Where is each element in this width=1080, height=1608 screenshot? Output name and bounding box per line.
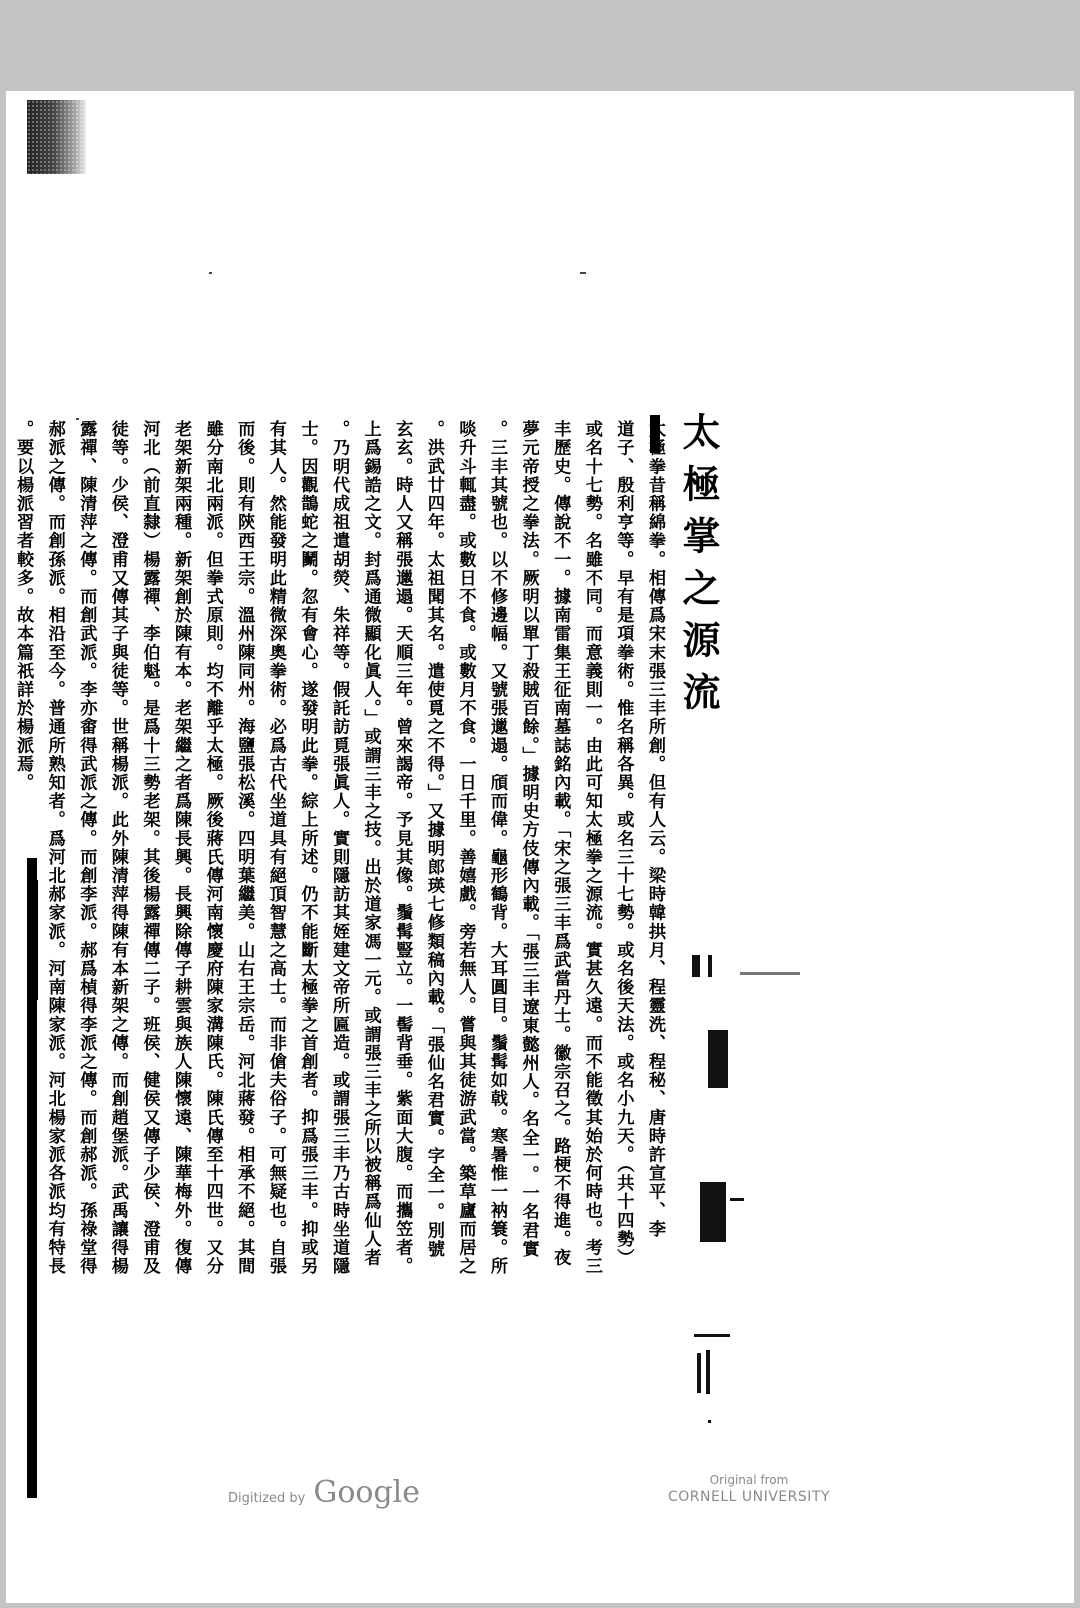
text-column: 。乃明代成祖遣胡熒、朱祥等。假託訪覓張眞人。實則隱訪其姪建文帝所匾造。或謂張三丰乃古時坐道隱 bbox=[329, 420, 350, 1276]
text-column: 有其人。然能發明此精微深奧拳術。必爲古代坐道具有絕頂智慧之高士。而非傖夫俗子。可無疑也。自張 bbox=[265, 420, 286, 1276]
text-column: 太極拳昔稱綿拳。相傳爲宋末張三丰所創。但有人云。梁時韓拱月、程靈洗、程秘、唐時許宣平、李 bbox=[645, 420, 665, 1239]
body-text bbox=[13, 420, 670, 1432]
text-column: 而後。則有陝西王宗。溫州陳同州。海鹽張松溪。四明葉繼美。山右王宗岳。河北蔣發。相承不絕。其間 bbox=[234, 420, 255, 1276]
text-column: 雖分南北兩派。但拳式原則。均不離乎太極。厥後蔣氏傳河南懷慶府陳家溝陳氏。陳氏傳至十四世。又分 bbox=[202, 420, 223, 1276]
scan-speck bbox=[580, 272, 586, 274]
text-column: 上爲錫誥之文。封爲通微顯化眞人。」或謂三丰之技。出於道家馮一元。或謂張三丰之所以被稱爲仙人者 bbox=[360, 420, 381, 1267]
scan-speck bbox=[209, 272, 212, 274]
text-column: 玄玄。時人又稱張邋遢。天順三年。曾來謁帝。予見其像。鬚髯豎立。一髻背垂。紫面大腹。而攜笠者。 bbox=[392, 420, 413, 1276]
text-column: 。要以楊派習者較多。故本篇祇詳於楊派焉。 bbox=[13, 420, 34, 792]
original-source-watermark bbox=[654, 1473, 844, 1505]
text-column: 河北（前直隸）楊露禪、李伯魁。是爲十三勢老架。其後楊露禪傳二子。班侯、健侯又傳子少侯、澄甫及 bbox=[139, 420, 160, 1276]
institution-name: CORNELL UNIVERSITY bbox=[667, 1489, 830, 1505]
google-digitized-watermark bbox=[228, 1475, 420, 1510]
text-column: 夢元帝授之拳法。厥明以單丁殺賊百餘。」據明史方伎傳內載。「張三丰遼東懿州人。名全一。一名君實 bbox=[518, 420, 539, 1259]
text-column: 。洪武廿四年。太祖聞其名。遣使覓之不得。」又據明郎瑛七修類稿內載。「張仙名君實。字全一。別號 bbox=[423, 420, 444, 1259]
text-column: 士。因觀鵲蛇之鬭。忽有會心。遂發明此拳。綜上所述。仍不能斷太極拳之首創者。抑爲張三丰。抑或另 bbox=[297, 420, 318, 1276]
google-logo: Google bbox=[313, 1475, 420, 1510]
text-column: 或名十七勢。名雖不同。而意義則一。由此可知太極拳之源流。實甚久遠。而不能徵其始於何時也。考三 bbox=[581, 420, 602, 1276]
page-title: 太極掌之源流 bbox=[676, 412, 721, 724]
text-column: 丰歷史。傳說不一。據南雷集王征南墓誌銘內載。「宋之張三丰爲武當丹士。徽宗召之。路梗不得進。夜 bbox=[550, 420, 571, 1267]
text-column: 郝派之傳。而創孫派。相沿至今。普通所熟知者。爲河北郝家派。河南陳家派。河北楊家派各派均有特長 bbox=[44, 420, 65, 1276]
text-column: 露禪、陳清萍之傳。而創武派。李亦畬得武派之傳。而創李派。郝爲楨得李派之傳。而創郝派。孫祿堂得 bbox=[76, 420, 97, 1276]
text-column: 徒等。少侯、澄甫又傳其子與徒等。世稱楊派。此外陳清萍得陳有本新架之傳。而創趙堡派。武禹讓得楊 bbox=[107, 420, 128, 1276]
text-column: 啖升斗輒盡。或數日不食。或數月不食。一日千里。善嬉戲。旁若無人。嘗與其徒游武當。築草廬而居之 bbox=[455, 420, 476, 1276]
digitized-by-label: Digitized by bbox=[228, 1491, 306, 1506]
original-from-label: Original from bbox=[709, 1473, 789, 1487]
text-column: 道子、殷利亨等。早有是項拳術。惟名稱各異。或名三十七勢。或名後天法。或名小九天。（共十四勢） bbox=[613, 420, 634, 1267]
text-column: 。三丰其號也。以不修邊幅。又號張邋遢。頎而偉。龜形鶴背。大耳圓目。鬚髯如戟。寒暑惟一衲簑。所 bbox=[487, 420, 508, 1276]
scan-artifact-corner bbox=[27, 100, 86, 174]
text-column: 老架新架兩種。新架創於陳有本。老架繼之者爲陳長興。長興除傳子耕雲與族人陳懷遠、陳華梅外。復傳 bbox=[171, 420, 192, 1276]
